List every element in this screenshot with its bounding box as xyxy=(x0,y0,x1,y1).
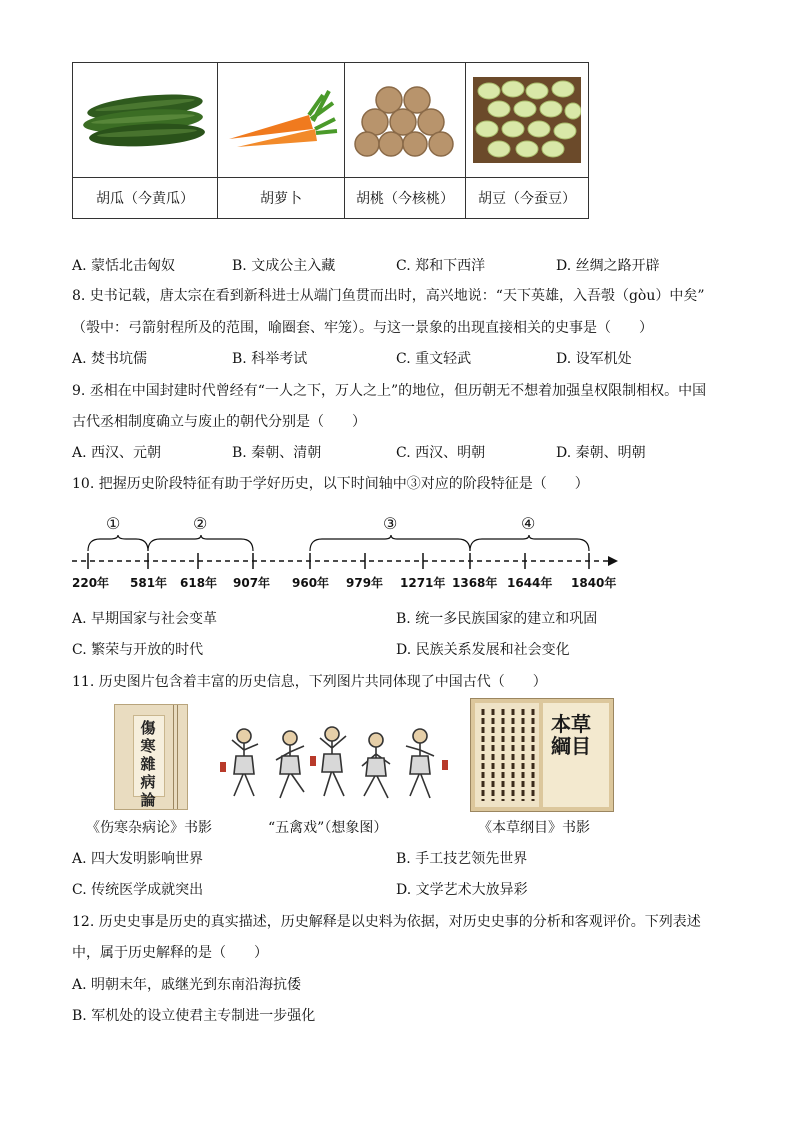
broad-bean-image xyxy=(473,77,581,163)
q10-option-c[interactable]: C. 繁荣与开放的时代 xyxy=(72,642,204,658)
q12-option-b[interactable]: B. 军机处的设立使君主专制进一步强化 xyxy=(72,1008,316,1024)
q7-option-d[interactable]: D. 丝绸之路开辟 xyxy=(556,258,660,274)
q7-option-b[interactable]: B. 文成公主入藏 xyxy=(232,258,336,274)
q9-option-b[interactable]: B. 秦朝、清朝 xyxy=(232,445,322,461)
q10-stem: 10. 把握历史阶段特征有助于学好历史，以下时间轴中③对应的阶段特征是（ ） xyxy=(72,476,589,492)
cucumber-cell xyxy=(73,63,218,178)
q9-stem-line2: 古代丞相制度确立与废止的朝代分别是（ ） xyxy=(72,414,366,430)
timeline-year: 220年 xyxy=(72,576,110,590)
q7-option-c[interactable]: C. 郑和下西洋 xyxy=(396,258,486,274)
timeline-year: 618年 xyxy=(180,576,218,590)
q8-option-b[interactable]: B. 科举考试 xyxy=(232,351,308,367)
timeline-year: 960年 xyxy=(292,576,330,590)
carrot-cell xyxy=(218,63,345,178)
q8-stem-line2: （彀中：弓箭射程所及的范围，喻圈套、牢笼）。与这一景象的出现直接相关的史事是（ ） xyxy=(72,320,653,336)
timeline-year: 1644年 xyxy=(507,576,553,590)
bencao-book-title: 本草綱目 xyxy=(551,712,591,758)
wuqinxi-image xyxy=(214,726,450,806)
q11-caption-bencao: 《本草纲目》书影 xyxy=(478,820,590,836)
q9-stem-line1: 9. 丞相在中国封建时代曾经有“一人之下，万人之上”的地位，但历朝无不想着加强皇权限制相权。中国 xyxy=(72,383,707,399)
q11-caption-wuqinxi: “五禽戏”（想象图） xyxy=(268,820,388,836)
timeline-year: 581年 xyxy=(130,576,168,590)
q8-stem-line1: 8. 史书记载，唐太宗在看到新科进士从端门鱼贯而出时，高兴地说：“天下英雄，入吾彀（gòu）中矣” xyxy=(72,288,705,304)
timeline-marker-2: ② xyxy=(193,514,208,533)
shanghan-book-image xyxy=(114,704,188,810)
timeline-marker-1: ① xyxy=(106,514,121,533)
timeline-year: 1368年 xyxy=(452,576,498,590)
q10-option-b[interactable]: B. 统一多民族国家的建立和巩固 xyxy=(396,611,598,627)
q7-option-a[interactable]: A. 蒙恬北击匈奴 xyxy=(72,258,176,274)
produce-caption: 胡萝卜 xyxy=(218,178,345,219)
q9-option-d[interactable]: D. 秦朝、明朝 xyxy=(556,445,646,461)
q10-option-d[interactable]: D. 民族关系发展和社会变化 xyxy=(396,642,570,658)
q11-option-d[interactable]: D. 文学艺术大放异彩 xyxy=(396,882,528,898)
q8-option-d[interactable]: D. 设军机处 xyxy=(556,351,632,367)
broad-bean-cell xyxy=(466,63,589,178)
q12-stem-line1: 12. 历史史事是历史的真实描述，历史解释是以史料为依据，对历史史事的分析和客观评价。下列表述 xyxy=(72,914,701,930)
produce-caption: 胡桃（今核桃） xyxy=(345,178,466,219)
q11-option-c[interactable]: C. 传统医学成就突出 xyxy=(72,882,204,898)
produce-caption: 胡豆（今蚕豆） xyxy=(466,178,589,219)
produce-caption: 胡瓜（今黄瓜） xyxy=(73,178,218,219)
carrot-image xyxy=(223,85,339,155)
timeline-axis xyxy=(60,535,630,575)
timeline-year: 1840年 xyxy=(571,576,617,590)
q8-option-c[interactable]: C. 重文轻武 xyxy=(396,351,472,367)
q11-stem: 11. 历史图片包含着丰富的历史信息，下列图片共同体现了中国古代（ ） xyxy=(72,674,547,690)
cucumber-image xyxy=(79,85,211,155)
q11-option-a[interactable]: A. 四大发明影响世界 xyxy=(72,851,204,867)
q8-option-a[interactable]: A. 焚书坑儒 xyxy=(72,351,148,367)
q11-option-b[interactable]: B. 手工技艺领先世界 xyxy=(396,851,528,867)
q11-caption-shanghan: 《伤寒杂病论》书影 xyxy=(86,820,212,836)
q12-stem-line2: 中，属于历史解释的是（ ） xyxy=(72,945,268,961)
bencao-book-image xyxy=(470,698,614,812)
q12-option-a[interactable]: A. 明朝末年，戚继光到东南沿海抗倭 xyxy=(72,977,302,993)
timeline-year: 1271年 xyxy=(400,576,446,590)
bencao-text-columns xyxy=(477,707,537,803)
q10-option-a[interactable]: A. 早期国家与社会变革 xyxy=(72,611,218,627)
produce-table xyxy=(72,62,589,219)
walnut-image xyxy=(353,82,457,158)
timeline-marker-3: ③ xyxy=(383,514,398,533)
q9-option-a[interactable]: A. 西汉、元朝 xyxy=(72,445,162,461)
timeline-marker-4: ④ xyxy=(521,514,536,533)
timeline-year: 907年 xyxy=(233,576,271,590)
shanghan-book-title: 傷寒雜病論 xyxy=(140,719,156,809)
q9-option-c[interactable]: C. 西汉、明朝 xyxy=(396,445,486,461)
timeline-year: 979年 xyxy=(346,576,384,590)
walnut-cell xyxy=(345,63,466,178)
